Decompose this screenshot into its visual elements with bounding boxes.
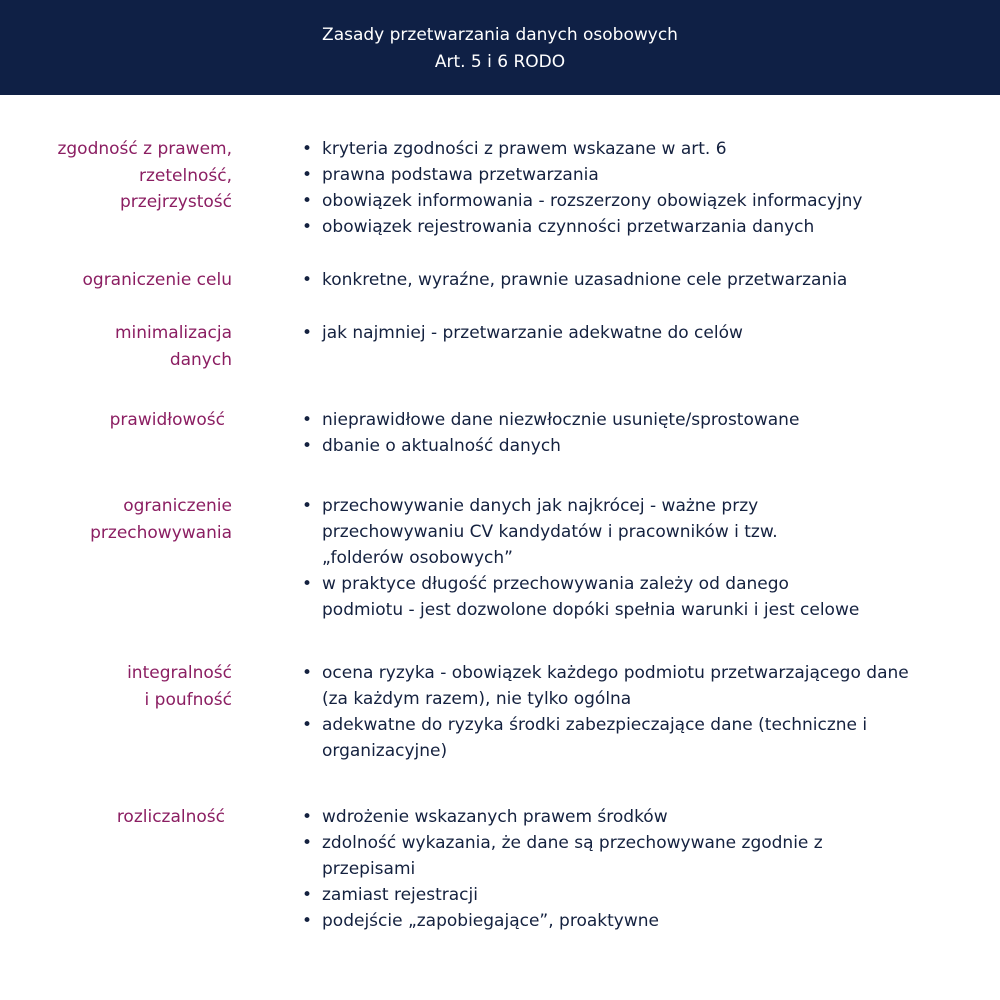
principle-items: [300, 320, 940, 346]
page-title: Zasady przetwarzania danych osobowych: [322, 25, 678, 45]
list-item: • w praktyce długość przechowywania zależy od danego podmiotu - jest dozwolone dopóki spełnia warunki i jest celowe: [300, 571, 860, 623]
list-item: • jak najmniej - przetwarzanie adekwatne do celów: [300, 320, 940, 346]
principle-label: ograniczenie celu: [82, 270, 232, 290]
list-item: • przechowywanie danych jak najkrócej - ważne przy przechowywaniu CV kandydatów i pracowników i tzw. „folderów osobowych”: [300, 493, 860, 571]
list-item: • obowiązek rejestrowania czynności przetwarzania danych: [300, 214, 940, 240]
principle-items: [300, 407, 940, 459]
list-item: • dbanie o aktualność danych: [300, 433, 940, 459]
principle-label: rozliczalność: [116, 807, 225, 827]
list-item: • nieprawidłowe dane niezwłocznie usunięte/sprostowane: [300, 407, 940, 433]
list-item: • podejście „zapobiegające”, proaktywne: [300, 908, 890, 934]
principle-items: [300, 267, 940, 293]
principle-items: [300, 493, 860, 623]
list-item: • zamiast rejestracji: [300, 882, 890, 908]
list-item: • wdrożenie wskazanych prawem środków: [300, 804, 890, 830]
principle-label: ograniczenie przechowywania: [90, 496, 232, 543]
principle-label: minimalizacja danych: [114, 323, 232, 370]
list-item: • prawna podstawa przetwarzania: [300, 162, 940, 188]
principle-items: [300, 660, 930, 764]
principle-label: integralność i poufność: [127, 663, 232, 710]
principle-items: [300, 804, 890, 934]
principle-label: zgodność z prawem, rzetelność, przejrzystość: [57, 139, 232, 212]
list-item: • ocena ryzyka - obowiązek każdego podmiotu przetwarzającego dane (za każdym razem), nie tylko ogólna: [300, 660, 930, 712]
page-subtitle: Art. 5 i 6 RODO: [434, 52, 566, 72]
list-item: • kryteria zgodności z prawem wskazane w art. 6: [300, 136, 940, 162]
list-item: • zdolność wykazania, że dane są przechowywane zgodnie z przepisami: [300, 830, 890, 882]
principle-label: prawidłowość: [109, 410, 225, 430]
list-item: • konkretne, wyraźne, prawnie uzasadnione cele przetwarzania: [300, 267, 940, 293]
principle-items: [300, 136, 940, 240]
list-item: • obowiązek informowania - rozszerzony obowiązek informacyjny: [300, 188, 940, 214]
header-banner: [0, 0, 1000, 95]
list-item: • adekwatne do ryzyka środki zabezpieczające dane (techniczne i organizacyjne): [300, 712, 930, 764]
